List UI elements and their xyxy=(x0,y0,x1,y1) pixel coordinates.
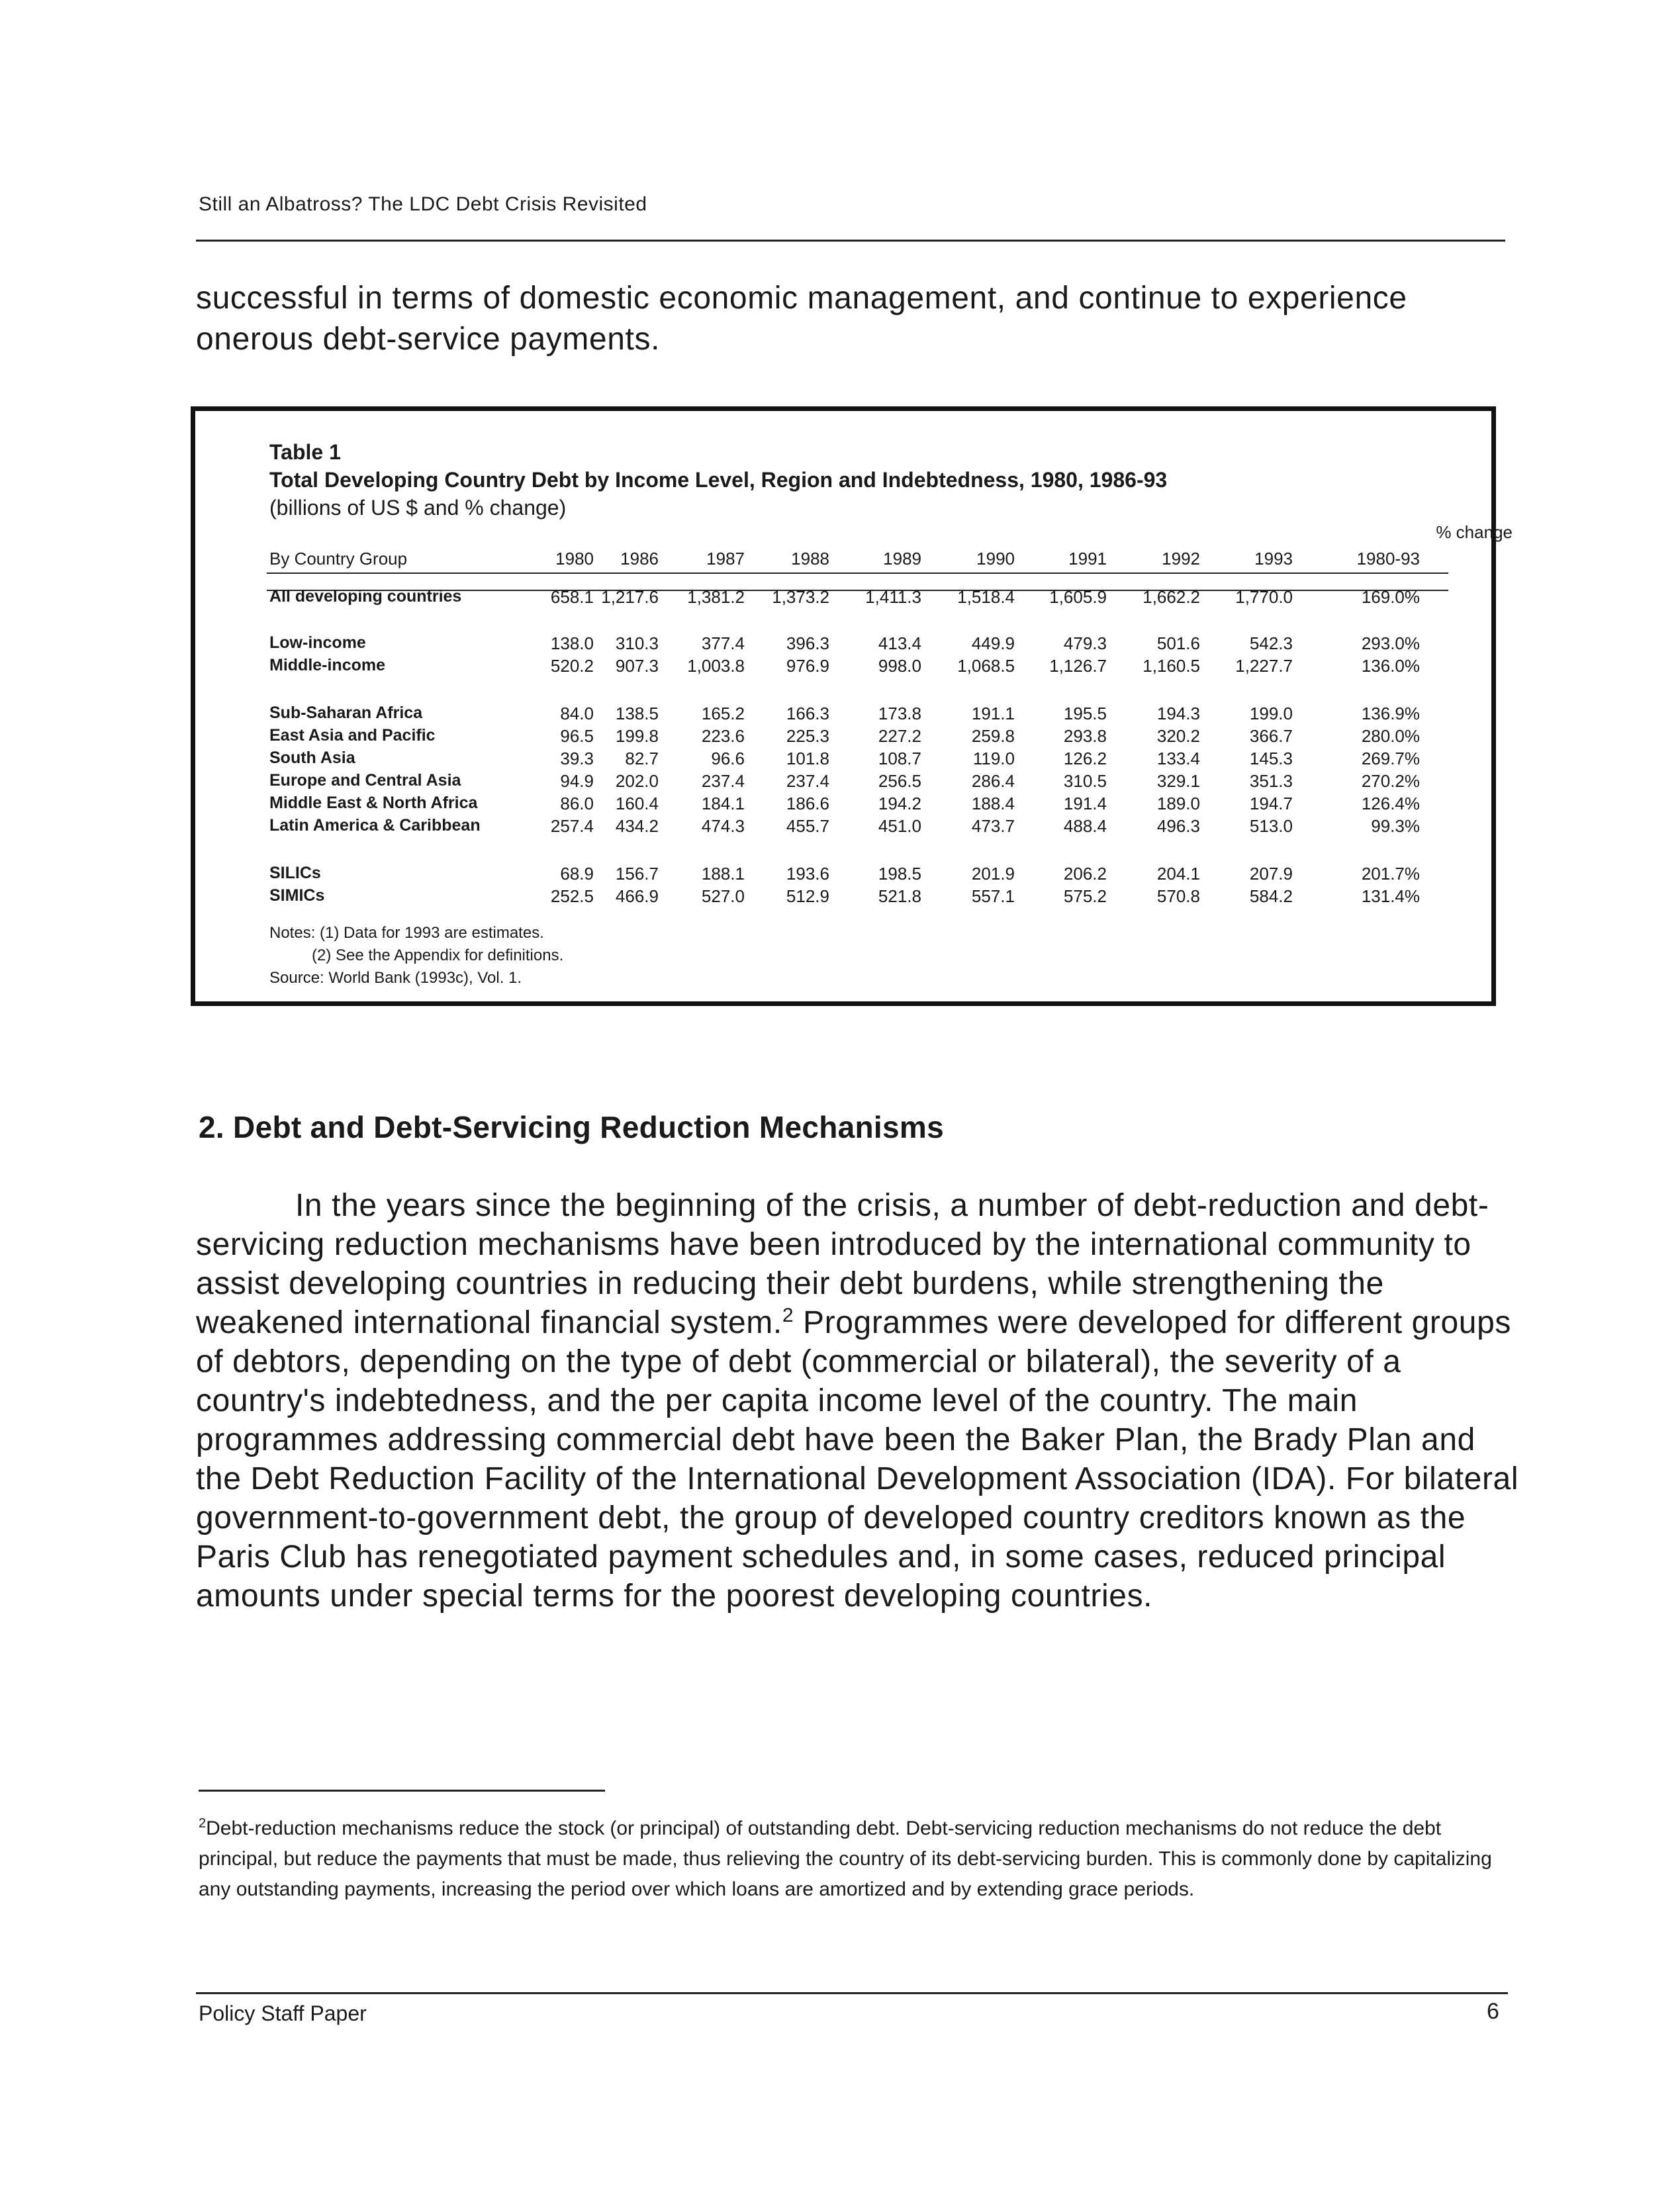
table-cell: 156.7 xyxy=(615,864,659,884)
table-row xyxy=(195,633,1491,656)
table-cell: 1,003.8 xyxy=(687,656,745,676)
table-cell: 329.1 xyxy=(1156,771,1200,791)
table-cell: 557.1 xyxy=(971,886,1015,906)
section-heading: 2. Debt and Debt-Servicing Reduction Mechanisms xyxy=(199,1110,944,1144)
table-cell: 1,662.2 xyxy=(1143,587,1200,607)
row-label: Europe and Central Asia xyxy=(269,771,461,790)
table-cell: 227.2 xyxy=(878,726,921,746)
table-cell: 473.7 xyxy=(971,816,1015,836)
table-row xyxy=(195,587,1491,610)
table-cell: 584.2 xyxy=(1249,886,1293,906)
row-label: All developing countries xyxy=(269,587,462,606)
table-cell: 455.7 xyxy=(786,816,829,836)
table-cell: 201.7% xyxy=(1361,864,1420,884)
column-header-1990: 1990 xyxy=(976,549,1015,569)
table-cell: 1,126.7 xyxy=(1049,656,1107,676)
column-header-1991: 1991 xyxy=(1068,549,1107,569)
table-cell: 1,068.5 xyxy=(957,656,1015,676)
table-cell: 225.3 xyxy=(786,726,829,746)
table-cell: 199.8 xyxy=(615,726,659,746)
table-cell: 542.3 xyxy=(1249,633,1293,653)
table-cell: 501.6 xyxy=(1156,633,1200,653)
table-cell: 1,160.5 xyxy=(1143,656,1200,676)
table-cell: 188.1 xyxy=(701,864,745,884)
table-cell: 1,411.3 xyxy=(865,587,921,607)
table-cell: 252.5 xyxy=(550,886,594,906)
table-row xyxy=(195,886,1491,909)
column-header-1989: 1989 xyxy=(883,549,921,569)
body-text-part1: In the years since the beginning of the crisis, a number of debt-reduction and debt-servicing reduction mechanisms have been introduced by the international community to assist developing countries in reducing their debt burdens, while strengthening the weakened international financial system. xyxy=(196,1188,1489,1340)
table-row xyxy=(195,656,1491,678)
table-cell: 126.4% xyxy=(1361,794,1420,813)
row-label: Middle East & North Africa xyxy=(269,794,478,812)
table-cell: 310.3 xyxy=(615,633,659,653)
column-header-1980-93: 1980-93 xyxy=(1356,549,1420,569)
table-row xyxy=(195,726,1491,749)
table-cell: 310.5 xyxy=(1063,771,1107,791)
table-note-1: Notes: (1) Data for 1993 are estimates. xyxy=(269,924,544,942)
row-label: Sub-Saharan Africa xyxy=(269,704,423,722)
table-cell: 366.7 xyxy=(1249,726,1293,746)
table-cell: 223.6 xyxy=(701,726,745,746)
table-cell: 169.0% xyxy=(1361,587,1420,607)
table-cell: 194.2 xyxy=(878,794,921,813)
table-cell: 488.4 xyxy=(1063,816,1107,836)
row-label: Latin America & Caribbean xyxy=(269,816,481,835)
header-rule xyxy=(196,240,1505,242)
table-cell: 520.2 xyxy=(550,656,594,676)
table-units: (billions of US $ and % change) xyxy=(269,496,567,520)
row-label: SIMICs xyxy=(269,886,325,905)
table-cell: 206.2 xyxy=(1063,864,1107,884)
table-cell: 96.6 xyxy=(711,749,745,768)
table-cell: 39.3 xyxy=(560,749,594,768)
table-cell: 165.2 xyxy=(701,704,745,723)
row-label: Middle-income xyxy=(269,656,386,674)
table-row xyxy=(195,864,1491,886)
table-cell: 474.3 xyxy=(701,816,745,836)
table-cell: 479.3 xyxy=(1063,633,1107,653)
column-header-1993: 1993 xyxy=(1254,549,1293,569)
table-cell: 191.4 xyxy=(1063,794,1107,813)
table-cell: 280.0% xyxy=(1361,726,1420,746)
table-cell: 201.9 xyxy=(971,864,1015,884)
table-cell: 145.3 xyxy=(1249,749,1293,768)
table-cell: 257.4 xyxy=(550,816,594,836)
table-cell: 575.2 xyxy=(1063,886,1107,906)
table-cell: 126.2 xyxy=(1063,749,1107,768)
table-cell: 173.8 xyxy=(878,704,921,723)
table-cell: 101.8 xyxy=(786,749,829,768)
table-title: Total Developing Country Debt by Income Level, Region and Indebtedness, 1980, 1986-93 xyxy=(269,468,1168,492)
table-cell: 998.0 xyxy=(878,656,921,676)
table-cell: 1,373.2 xyxy=(772,587,829,607)
table-cell: 1,518.4 xyxy=(957,587,1015,607)
table-cell: 1,770.0 xyxy=(1235,587,1293,607)
table-cell: 293.0% xyxy=(1361,633,1420,653)
table-row xyxy=(195,771,1491,794)
running-head: Still an Albatross? The LDC Debt Crisis Revisited xyxy=(199,193,647,215)
table-note-2: (2) See the Appendix for definitions. xyxy=(312,946,564,964)
table-row xyxy=(195,749,1491,771)
table-cell: 136.0% xyxy=(1361,656,1420,676)
table-cell: 188.4 xyxy=(971,794,1015,813)
page-number: 6 xyxy=(1487,1999,1499,2024)
table-cell: 166.3 xyxy=(786,704,829,723)
column-header-1980: 1980 xyxy=(555,549,594,569)
table-cell: 512.9 xyxy=(786,886,829,906)
table-cell: 68.9 xyxy=(560,864,594,884)
body-text-part2: Programmes were developed for different groups of debtors, depending on the type of debt (commercial or bilateral), the severity of a country's indebtedness, and the per capita income level of the country. The main programmes addressing commercial debt have been the Baker Plan, the Brady Plan and the Debt Reduction Facility of the International Development Association (IDA). For bilateral government-to-government debt, the group of developed country creditors known as the Paris Club has renegotiated payment schedules and, in some cases, reduced principal amounts under special terms for the poorest developing countries. xyxy=(196,1305,1519,1614)
table-cell: 320.2 xyxy=(1156,726,1200,746)
table-cell: 1,217.6 xyxy=(601,587,659,607)
column-header-group: By Country Group xyxy=(269,549,408,569)
intro-paragraph: successful in terms of domestic economic management, and continue to experience onerous debt-service payments. xyxy=(196,281,1407,357)
table-cell: 237.4 xyxy=(701,771,745,791)
table-row xyxy=(195,704,1491,726)
table-label: Table 1 xyxy=(269,440,341,464)
footnote-reference: 2 xyxy=(782,1305,794,1326)
row-label: East Asia and Pacific xyxy=(269,726,436,745)
table-cell: 198.5 xyxy=(878,864,921,884)
table-cell: 138.0 xyxy=(550,633,594,653)
table-cell: 207.9 xyxy=(1249,864,1293,884)
table-row xyxy=(195,794,1491,816)
table-cell: 449.9 xyxy=(971,633,1015,653)
table-cell: 160.4 xyxy=(615,794,659,813)
table-cell: 133.4 xyxy=(1156,749,1200,768)
table-cell: 136.9% xyxy=(1361,704,1420,723)
table-cell: 199.0 xyxy=(1249,704,1293,723)
table-cell: 413.4 xyxy=(878,633,921,653)
table-cell: 259.8 xyxy=(971,726,1015,746)
table-cell: 451.0 xyxy=(878,816,921,836)
footnote xyxy=(199,1813,1509,1905)
table-cell: 513.0 xyxy=(1249,816,1293,836)
column-header-1987: 1987 xyxy=(706,549,745,569)
table-cell: 184.1 xyxy=(701,794,745,813)
table-cell: 138.5 xyxy=(615,704,659,723)
table-cell: 86.0 xyxy=(560,794,594,813)
table-cell: 94.9 xyxy=(560,771,594,791)
table-cell: 907.3 xyxy=(615,656,659,676)
table-cell: 351.3 xyxy=(1249,771,1293,791)
table-cell: 377.4 xyxy=(701,633,745,653)
table-cell: 204.1 xyxy=(1156,864,1200,884)
table-cell: 496.3 xyxy=(1156,816,1200,836)
table-cell: 521.8 xyxy=(878,886,921,906)
table-cell: 270.2% xyxy=(1361,771,1420,791)
row-label: South Asia xyxy=(269,749,355,767)
table-cell: 1,605.9 xyxy=(1049,587,1107,607)
table-cell: 570.8 xyxy=(1156,886,1200,906)
row-label: Low-income xyxy=(269,633,366,652)
table-cell: 195.5 xyxy=(1063,704,1107,723)
table-cell: 237.4 xyxy=(786,771,829,791)
table-cell: 202.0 xyxy=(615,771,659,791)
table-cell: 189.0 xyxy=(1156,794,1200,813)
footnote-rule xyxy=(199,1790,605,1792)
table-cell: 466.9 xyxy=(615,886,659,906)
table-cell: 194.7 xyxy=(1249,794,1293,813)
table-cell: 131.4% xyxy=(1361,886,1420,906)
footer-rule xyxy=(196,1992,1508,1994)
table-row xyxy=(195,816,1491,839)
table-cell: 396.3 xyxy=(786,633,829,653)
table-cell: 1,381.2 xyxy=(687,587,745,607)
table-cell: 193.6 xyxy=(786,864,829,884)
row-label: SILICs xyxy=(269,864,321,882)
table-cell: 194.3 xyxy=(1156,704,1200,723)
table-cell: 976.9 xyxy=(786,656,829,676)
table-cell: 99.3% xyxy=(1371,816,1420,836)
table-cell: 119.0 xyxy=(972,749,1015,768)
table-cell: 293.8 xyxy=(1063,726,1107,746)
table-cell: 96.5 xyxy=(560,726,594,746)
table-source: Source: World Bank (1993c), Vol. 1. xyxy=(269,969,522,987)
table-box xyxy=(191,406,1513,1006)
footnote-text: Debt-reduction mechanisms reduce the stock (or principal) of outstanding debt. Debt-servicing reduction mechanisms do not reduce the debt principal, but reduce the payments that must be made, thus relieving the country of its debt-servicing burden. This is commonly done by capitalizing any outstanding payments, increasing the period over which loans are amortized and by extending grace periods. xyxy=(199,1817,1492,1900)
table-cell: 434.2 xyxy=(615,816,659,836)
column-header-1992: 1992 xyxy=(1162,549,1200,569)
table-cell: 1,227.7 xyxy=(1235,656,1293,676)
table-cell: 256.5 xyxy=(878,771,921,791)
table-cell: 286.4 xyxy=(971,771,1015,791)
table-cell: 108.7 xyxy=(878,749,921,768)
table-cell: 186.6 xyxy=(786,794,829,813)
table-cell: 191.1 xyxy=(971,704,1015,723)
footnote-number: 2 xyxy=(199,1816,207,1831)
table-cell: 84.0 xyxy=(560,704,594,723)
pct-change-header: % change xyxy=(1436,522,1513,542)
table-cell: 269.7% xyxy=(1361,749,1420,768)
body-paragraph xyxy=(196,1186,1520,1616)
column-header-1986: 1986 xyxy=(620,549,659,569)
footer-title: Policy Staff Paper xyxy=(199,2001,367,2025)
table-cell: 82.7 xyxy=(625,749,659,768)
table-cell: 658.1 xyxy=(550,587,594,607)
column-header-1988: 1988 xyxy=(791,549,829,569)
table-cell: 527.0 xyxy=(701,886,745,906)
header-rule-top xyxy=(267,572,1448,574)
